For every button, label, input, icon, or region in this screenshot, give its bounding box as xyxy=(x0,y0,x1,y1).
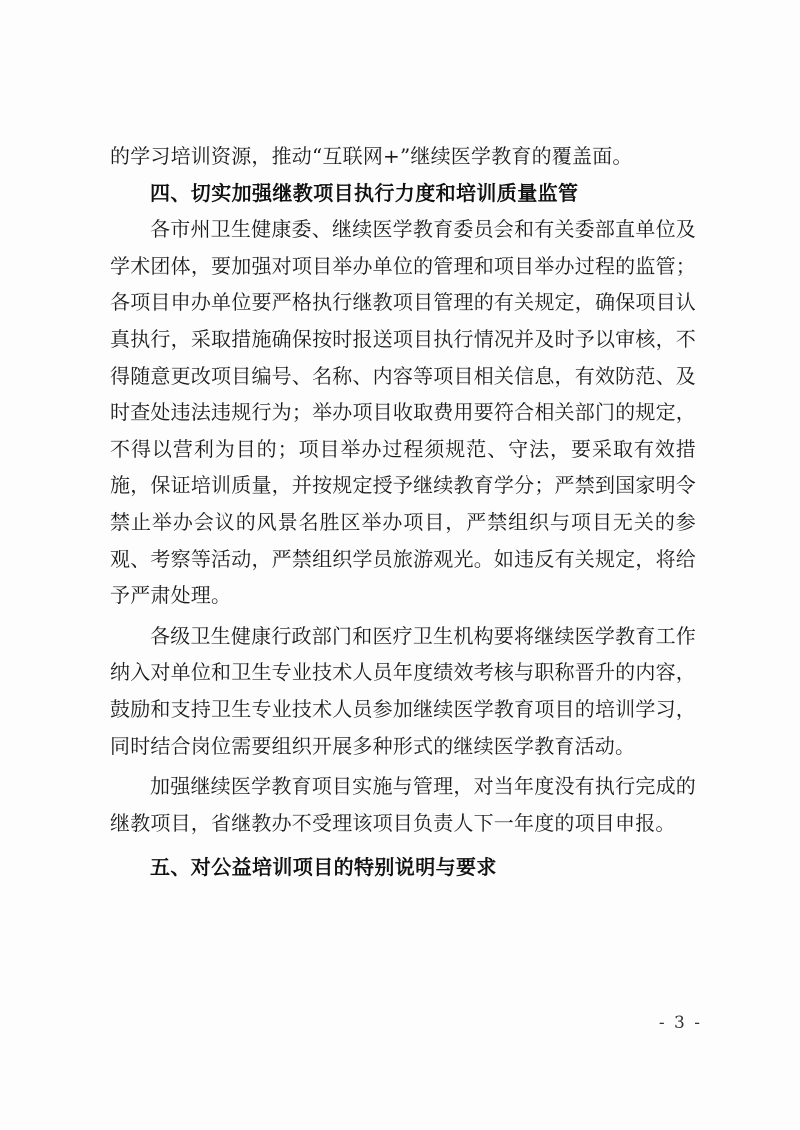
section-heading-4: 四、切实加强继教项目执行力度和培训质量监管 xyxy=(150,180,579,205)
paragraph-assessment: 各级卫生健康行政部门和医疗卫生机构要将继续医学教育工作纳入对单位和卫生专业技术人员年度绩效考核与职称晋升的内容，鼓励和支持卫生专业技术人员参加继续医学教育项目的培训学习，同时结合岗位需要组织开展多种形式的继续医学教育活动。 xyxy=(110,623,696,758)
document-body xyxy=(110,138,696,886)
paragraph-implementation: 加强继续医学教育项目实施与管理，对当年度没有执行完成的继教项目，省继教办不受理该项目负责人下一年度的项目申报。 xyxy=(110,774,696,835)
paragraph-supervision: 各市州卫生健康委、继续医学教育委员会和有关委部直单位及学术团体，要加强对项目举办单位的管理和项目举办过程的监管；各项目申办单位要严格执行继教项目管理的有关规定，确保项目认真执行，采取措施确保按时报送项目执行情况并及时予以审核，不得随意更改项目编号、名称、内容等项目相关信息，有效防范、及时查处违法违规行为；举办项目收取费用要符合相关部门的规定，不得以营利为目的；项目举办过程须规范、守法，要采取有效措施，保证培训质量，并按规定授予继续教育学分；严禁到国家明令禁止举办会议的风景名胜区举办项目，严禁组织与项目无关的参观、考察等活动，严禁组织学员旅游观光。如违反有关规定，将给予严肃处理。 xyxy=(110,217,696,608)
section-heading-5: 五、对公益培训项目的特别说明与要求 xyxy=(150,855,497,880)
page-number: - 3 - xyxy=(658,1013,702,1033)
spacer xyxy=(110,841,696,849)
continued-paragraph: 的学习培训资源，推动“互联网+”继续医学教育的覆盖面。 xyxy=(110,144,633,168)
